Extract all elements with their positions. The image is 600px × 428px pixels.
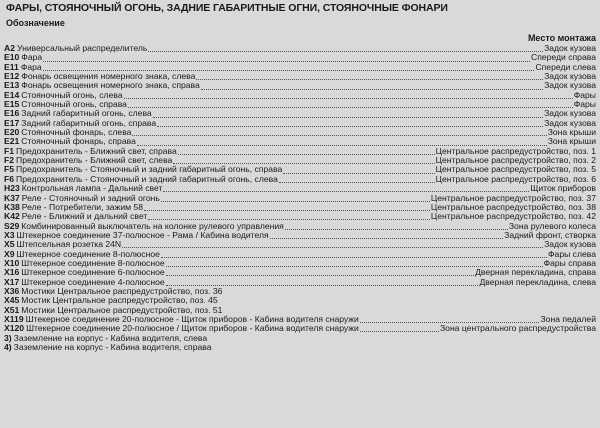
component-code: X45 [4,296,20,306]
list-item [4,91,596,100]
list-item [4,194,596,203]
mount-location: Центральное распредустройство, поз. 42 [430,212,596,222]
component-code: X3 [4,230,15,240]
dot-leader [132,129,546,136]
list-item [4,203,596,212]
dot-leader [157,120,543,127]
mount-location: Задок кузова [544,118,596,128]
mount-location: Задок кузова [544,72,596,82]
dot-leader [166,269,474,276]
mount-location: Центральное распредустройство, поз. 5 [435,165,596,175]
mount-location: Центральное распредустройство, поз. 2 [435,156,596,166]
dot-leader [128,101,573,108]
component-code: F1 [4,146,15,156]
component-code: 4) [4,343,12,352]
mount-location: Фары [573,100,596,110]
dot-leader [161,195,430,202]
component-code: X119 [4,314,24,324]
component-code: X10 [4,258,20,268]
list-item [4,184,596,193]
list-item [4,109,596,118]
list-item [4,44,596,53]
column-header-mount-location: Место монтажа [527,33,596,43]
component-description: Заземление на корпус - Кабина водителя, справа [13,343,212,352]
component-code: E21 [4,137,20,147]
mount-location: Задок кузова [544,240,596,250]
list-item [4,100,596,109]
list-item [4,72,596,81]
list-item [4,315,596,324]
component-description: Мостик Центральное распредустройство, поз. 45 [21,296,218,306]
list-item [4,231,596,240]
component-code: 3) [4,333,12,343]
component-description: Мостики Центральное распредустройство, поз. 51 [21,305,223,315]
mount-location: Задок кузова [544,81,596,91]
list-item [4,222,596,231]
dot-leader [43,64,535,71]
list-item [4,165,596,174]
component-code: X5 [4,240,15,250]
component-description: Реле - Ближний и дальний свет [21,212,148,222]
list-item [4,53,596,62]
dot-leader [122,241,543,248]
component-description: Штепсельная розетка 24N [16,240,122,250]
list-item [4,175,596,184]
mount-location: Фары слева [548,249,596,259]
component-description: Мостики Центральное распредустройство, поз. 36 [21,286,223,296]
component-code: E14 [4,90,20,100]
component-description: Штекерное соединение 8-полюсное [21,258,165,268]
mount-location: Задок кузова [544,109,596,119]
component-code: A2 [4,44,15,53]
component-code: E10 [4,53,20,63]
mount-location: Фары справа [543,258,596,268]
component-description: Контрольная лампа - Дальний свет [21,184,163,194]
mount-location: Спереди слева [535,62,596,72]
component-description: Стояночный огонь, слева [21,90,123,100]
component-code: F6 [4,174,15,184]
list-item [4,250,596,259]
component-code: E15 [4,100,20,110]
mount-location: Дверная перекладина, слева [479,277,596,287]
component-code: E20 [4,128,20,138]
component-description: Стояночный фонарь, справа [21,137,136,147]
list-item [4,334,596,343]
component-code: E17 [4,118,20,128]
dot-leader [137,139,547,146]
dot-leader [270,232,503,239]
component-code: F5 [4,165,15,175]
list-item [4,119,596,128]
component-description: Универсальный распределитель [17,44,148,53]
mount-location: Зона крыши [547,128,596,138]
component-description: Штекерное соединение 20-полюсное / Щиток приборов - Кабина водителя снаружи [26,324,359,334]
component-description: Задний габаритный огонь, слева [21,109,152,119]
component-description: Штекерное соединение 37-полюсное - Рама / Кабина водителя [16,230,269,240]
dot-leader [283,167,434,174]
component-code: E11 [4,62,19,72]
mount-location: Спереди справа [531,53,596,63]
dot-leader [201,83,543,90]
component-description: Предохранитель - Ближний свет, слева [16,156,173,166]
component-code: X17 [4,277,20,287]
component-description: Фонарь освещения номерного знака, слева [21,72,196,82]
dot-leader [43,55,530,62]
component-code: E13 [4,81,20,91]
list-item [4,278,596,287]
component-code: H23 [4,184,20,194]
list-item [4,287,596,296]
component-code: E12 [4,72,20,82]
list-item [4,296,596,305]
list-item [4,324,596,333]
mount-location: Центральное распредустройство, поз. 38 [430,202,596,212]
component-description: Предохранитель - Стояночный и задний габаритный огонь, слева [16,174,278,184]
list-item [4,306,596,315]
dot-leader [196,73,543,80]
mount-location: Щиток приборов [530,184,596,194]
dot-leader [124,92,573,99]
component-description: Штекерное соединение 8-полюсное [16,249,160,259]
component-description: Реле - Потребители, зажим 58 [21,202,143,212]
mount-location: Фары [573,90,596,100]
list-item [4,156,596,165]
component-description: Фонарь освещения номерного знака, справа [21,81,200,91]
component-description: Предохранитель - Ближний свет, справа [16,146,177,156]
component-code: K37 [4,193,20,203]
mount-location: Центральное распредустройство, поз. 1 [435,146,596,156]
list-item [4,81,596,90]
component-code: X51 [4,305,20,315]
component-code: X36 [4,286,20,296]
component-code: K38 [4,202,20,212]
dot-leader [279,176,435,183]
dot-leader [148,213,430,220]
mount-location: Дверная перекладина, справа [475,268,596,278]
list-item [4,240,596,249]
dot-leader [360,325,439,332]
column-header-designation: Обозначение [6,18,65,28]
mount-location: Задний фронт, створка [504,230,596,240]
list-item [4,259,596,268]
dot-leader [161,251,547,258]
dot-leader [166,260,543,267]
list-item [4,212,596,221]
dot-leader [173,157,434,164]
dot-leader [144,204,430,211]
component-description: Штекерное соединение 4-полюсное [21,277,165,287]
mount-location: Задок кузова [544,44,596,53]
component-description: Стояночный фонарь, слева [21,128,132,138]
dot-leader [178,148,435,155]
dot-leader [360,316,540,323]
component-description: Штекерное соединение 20-полюсное - Щиток приборов - Кабина водителя снаружи [25,314,359,324]
component-code: X16 [4,268,20,278]
mount-location: Зона рулевого колеса [508,221,596,231]
dot-leader [148,45,543,52]
document-title: ФАРЫ, СТОЯНОЧНЫЙ ОГОНЬ, ЗАДНИЕ ГАБАРИТНЫЕ ОГНИ, СТОЯНОЧНЫЕ ФОНАРИ [6,2,448,14]
dot-leader [166,279,479,286]
component-code: E16 [4,109,20,119]
component-code: K42 [4,212,20,222]
mount-location: Зона педалей [540,314,596,324]
list-item [4,128,596,137]
mount-location: Центральное распредустройство, поз. 6 [435,174,596,184]
mount-location: Зона крыши [547,137,596,147]
list-item [4,137,596,146]
list-item [4,147,596,156]
component-code: F2 [4,156,15,166]
component-list [4,44,596,352]
component-description: Заземление на корпус - Кабина водителя, слева [13,333,208,343]
component-description: Стояночный огонь, справа [21,100,127,110]
list-item [4,63,596,72]
list-item [4,268,596,277]
component-code: S29 [4,221,20,231]
component-description: Задний габаритный огонь, справа [21,118,157,128]
component-code: X9 [4,249,15,259]
component-description: Комбинированный выключатель на колонке рулевого управления [21,221,284,231]
component-description: Реле - Стояночный и задний огонь [21,193,160,203]
component-description: Предохранитель - Стояночный и задний габаритный огонь, справа [16,165,283,175]
dot-leader [153,111,543,118]
dot-leader [285,223,508,230]
component-description: Фара [20,62,42,72]
mount-location: Зона центрального распредустройства [439,324,596,334]
list-item [4,343,596,352]
component-code: X120 [4,324,25,334]
dot-leader [163,185,529,192]
mount-location: Центральное распредустройство, поз. 37 [430,193,596,203]
component-description: Фара [21,53,43,63]
component-description: Штекерное соединение 6-полюсное [21,268,165,278]
